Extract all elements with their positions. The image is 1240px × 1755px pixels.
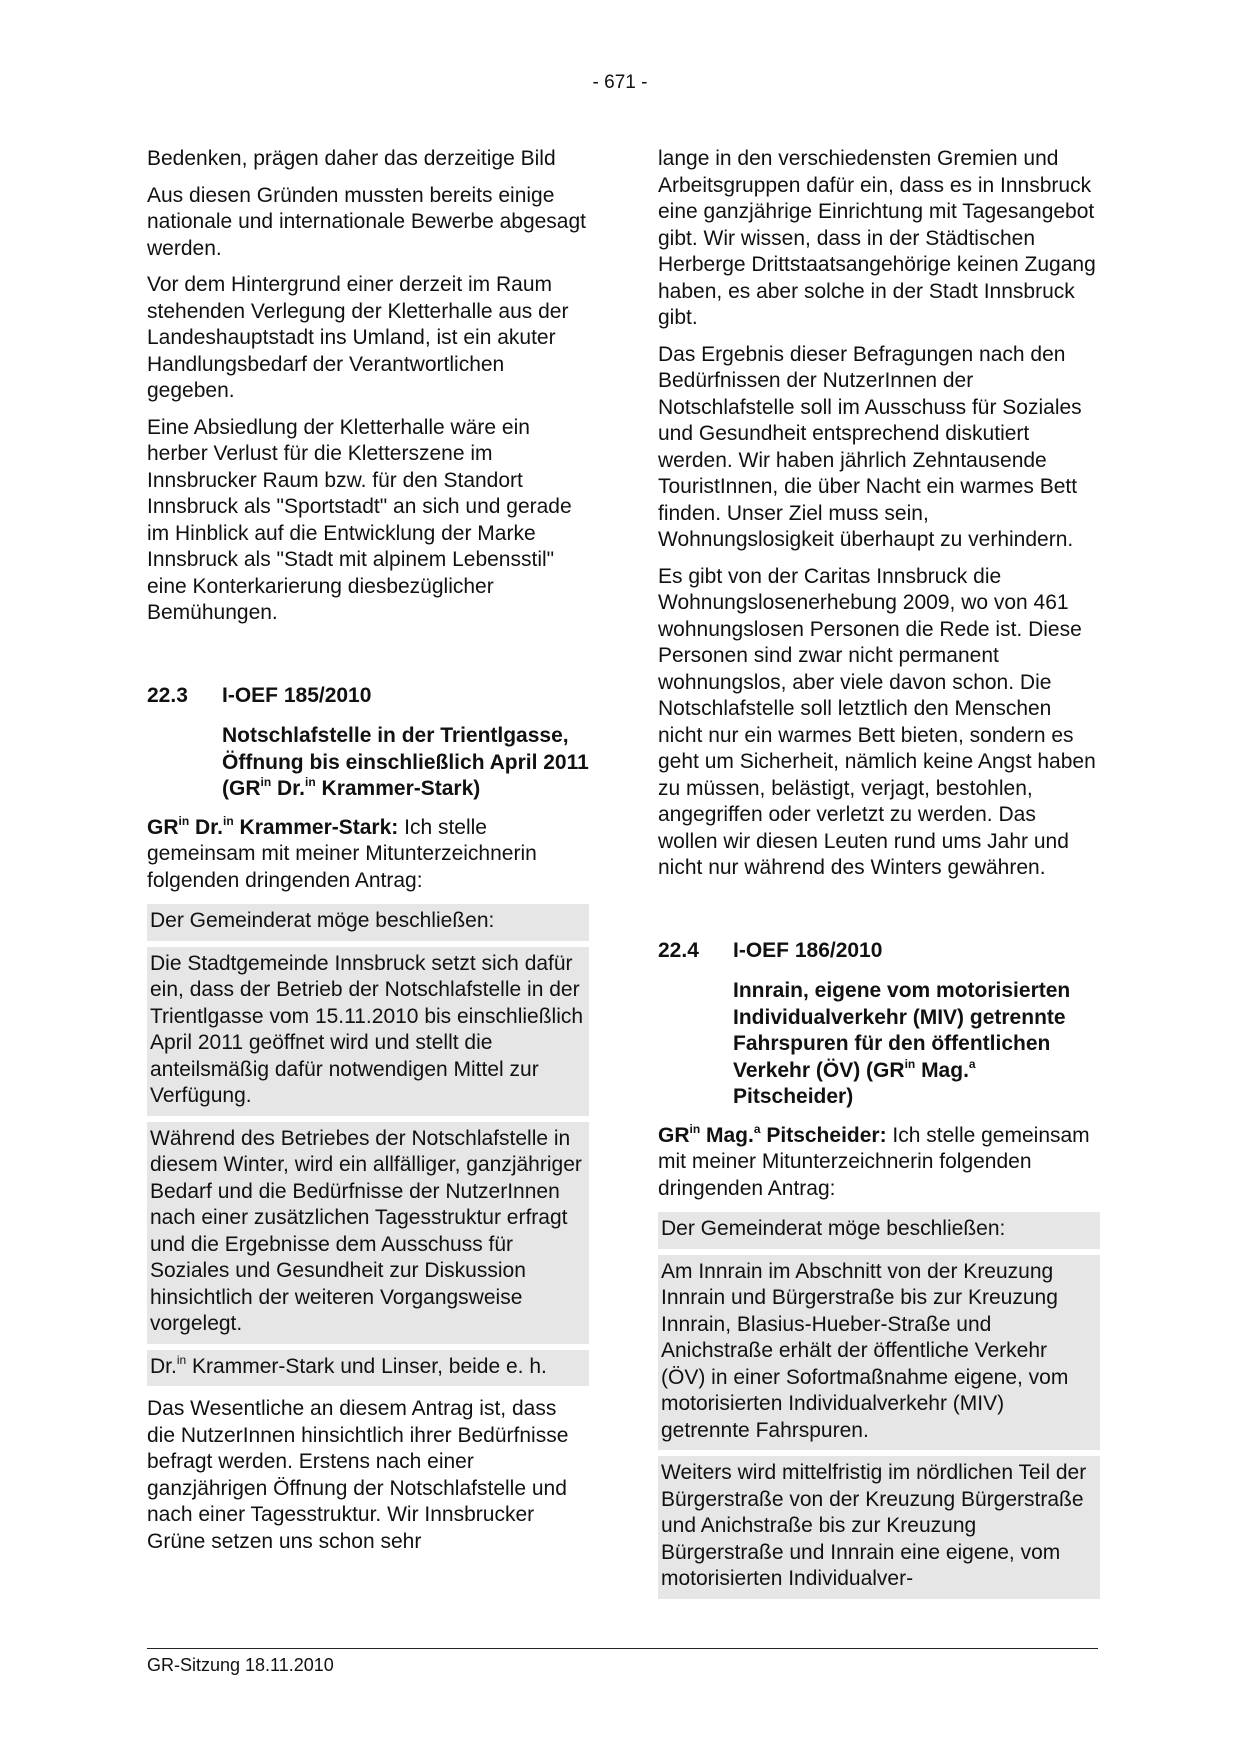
- motion-text: Weiters wird mittelfristig im nördlichen Teil der Bürgerstraße von der Kreuzung Bürgerstraße und Anichstraße bis zur Kreuzung Bürgerstraße und Innrain eine eigene, vom motorisierten Individualver-: [658, 1450, 1100, 1599]
- speaker-paragraph: $GR^{in}$ Dr.$^{in}$ Krammer-Stark: Ich stelle gemeinsam mit meiner Mitunterzeichnerin folgenden dringenden Antrag:: [147, 813, 537, 892]
- section-title: Innrain, eigene vom motorisierten Individualverkehr (MIV) getrennte Fahrspuren für den öffentlichen Verkehr (ÖV) ($GR^{in}$ Mag.$^a$ Pitscheider): [733, 979, 1071, 1108]
- section-number: 22.4: [658, 938, 699, 962]
- section-number: 22.3: [147, 683, 188, 707]
- paragraph: Das Wesentliche an diesem Antrag ist, dass die NutzerInnen hinsichtlich ihrer Bedürfnisse befragt werden. Erstens nach einer ganzjährigen Öffnung der Notschlafstelle und nach einer Tagesstruktur. Wir Innsbrucker Grüne setzen uns schon sehr: [147, 1397, 569, 1553]
- section-heading: [658, 938, 1100, 965]
- left-column: [147, 146, 589, 1565]
- footer-divider: [147, 1648, 1098, 1649]
- motion-text: Die Stadtgemeinde Innsbruck setzt sich dafür ein, dass der Betrieb der Notschlafstelle in der Trientlgasse vom 15.11.2010 bis einschließlich April 2011 geöffnet wird und stellt die anteilsmäßig dafür notwendigen Mittel zur Verfügung.: [147, 941, 589, 1116]
- page-number: - 671 -: [592, 72, 648, 93]
- section-code: I-OEF 186/2010: [733, 938, 883, 962]
- motion-text: Am Innrain im Abschnitt von der Kreuzung Innrain und Bürgerstraße bis zur Kreuzung Innrain, Blasius-Hueber-Straße und Anichstraße erhält der öffentliche Verkehr (ÖV) in einer Sofortmaßnahme eigene, vom motorisierten Individualverkehr (MIV) getrennte Fahrspuren.: [658, 1249, 1100, 1451]
- motion-intro: Der Gemeinderat möge beschließen:: [150, 909, 495, 932]
- paragraph: Aus diesen Gründen mussten bereits einige nationale und internationale Bewerbe abgesagt werden.: [147, 183, 587, 260]
- paragraph: Vor dem Hintergrund einer derzeit im Raum stehenden Verlegung der Kletterhalle aus der Landeshauptstadt ins Umland, ist ein akuter Handlungsbedarf der Verantwortlichen gegeben.: [147, 273, 569, 402]
- section-heading: [147, 683, 589, 710]
- speaker-name: $GR^{in}$ Dr.$^{in}$ Krammer-Stark:: [147, 813, 399, 839]
- motion-intro: Der Gemeinderat möge beschließen:: [661, 1217, 1006, 1240]
- motion-text: Während des Betriebes der Notschlafstelle in diesem Winter, wird ein allfälliger, ganzjähriger Bedarf und die Bedürfnisse der NutzerInnen nach einer zusätzlichen Tagesstruktur erfragt und die Ergebnisse dem Ausschuss für Soziales und Gesundheit zur Diskussion hinsichtlich der weiteren Vorgangsweise vorgelegt.: [147, 1116, 589, 1344]
- paragraph: lange in den verschiedensten Gremien und Arbeitsgruppen dafür ein, dass es in Innsbruck eine ganzjährige Einrichtung mit Tagesangebot gibt. Wir wissen, dass in der Städtischen Herberge Drittstaatsangehörige keinen Zugang haben, es aber solche in der Stadt Innsbruck gibt.: [658, 147, 1096, 329]
- motion-signature: Dr.$^{in}$ Krammer-Stark und Linser, beide e. h.: [147, 1344, 589, 1387]
- paragraph: Es gibt von der Caritas Innsbruck die Wohnungslosenerhebung 2009, wo von 461 wohnungslosen Personen die Rede ist. Diese Personen sind zwar nicht permanent wohnungslos, aber viele davon schon. Die Notschlafstelle soll letztlich den Menschen nicht nur ein warmes Bett bieten, sondern es geht um Sicherheit, nämlich keine Angst haben zu müssen, belästigt, verjagt, bestohlen, angegriffen oder verletzt zu werden. Das wollen wir diesen Leuten rund ums Jahr und nicht nur während des Winters gewähren.: [658, 564, 1096, 879]
- section-code: I-OEF 185/2010: [222, 683, 372, 707]
- section-title: Notschlafstelle in der Trientlgasse, Öffnung bis einschließlich April 2011 ($GR^{in}$ Dr.$^{in}$ Krammer-Stark): [222, 724, 589, 800]
- paragraph: Eine Absiedlung der Kletterhalle wäre ein herber Verlust für die Kletterszene im Innsbrucker Raum bzw. für den Standort Innsbruck als "Sportstadt" an sich und gerade im Hinblick auf die Entwicklung der Marke Innsbruck als "Stadt mit alpinem Lebensstil" eine Konterkarierung diesbezüglicher Bemühungen.: [147, 415, 572, 624]
- paragraph: Das Ergebnis dieser Befragungen nach den Bedürfnissen der NutzerInnen der Notschlafstelle soll im Ausschuss für Soziales und Gesundheit entsprechend diskutiert werden. Wir haben jährlich Zehntausende TouristInnen, die über Nacht ein warmes Bett finden. Unser Ziel muss sein, Wohnungslosigkeit überhaupt zu verhindern.: [658, 342, 1082, 551]
- speaker-paragraph: $GR^{in}$ Mag.$^a$ Pitscheider: Ich stelle gemeinsam mit meiner Mitunterzeichnerin folgenden dringenden Antrag:: [658, 1121, 1090, 1200]
- paragraph: Bedenken, prägen daher das derzeitige Bild: [147, 147, 556, 170]
- speaker-name: $GR^{in}$ Mag.$^a$ Pitscheider:: [658, 1121, 887, 1147]
- right-column: [658, 146, 1100, 1599]
- motion-box: [658, 1212, 1100, 1599]
- motion-box: [147, 904, 589, 1386]
- footer-text: GR-Sitzung 18.11.2010: [147, 1655, 334, 1675]
